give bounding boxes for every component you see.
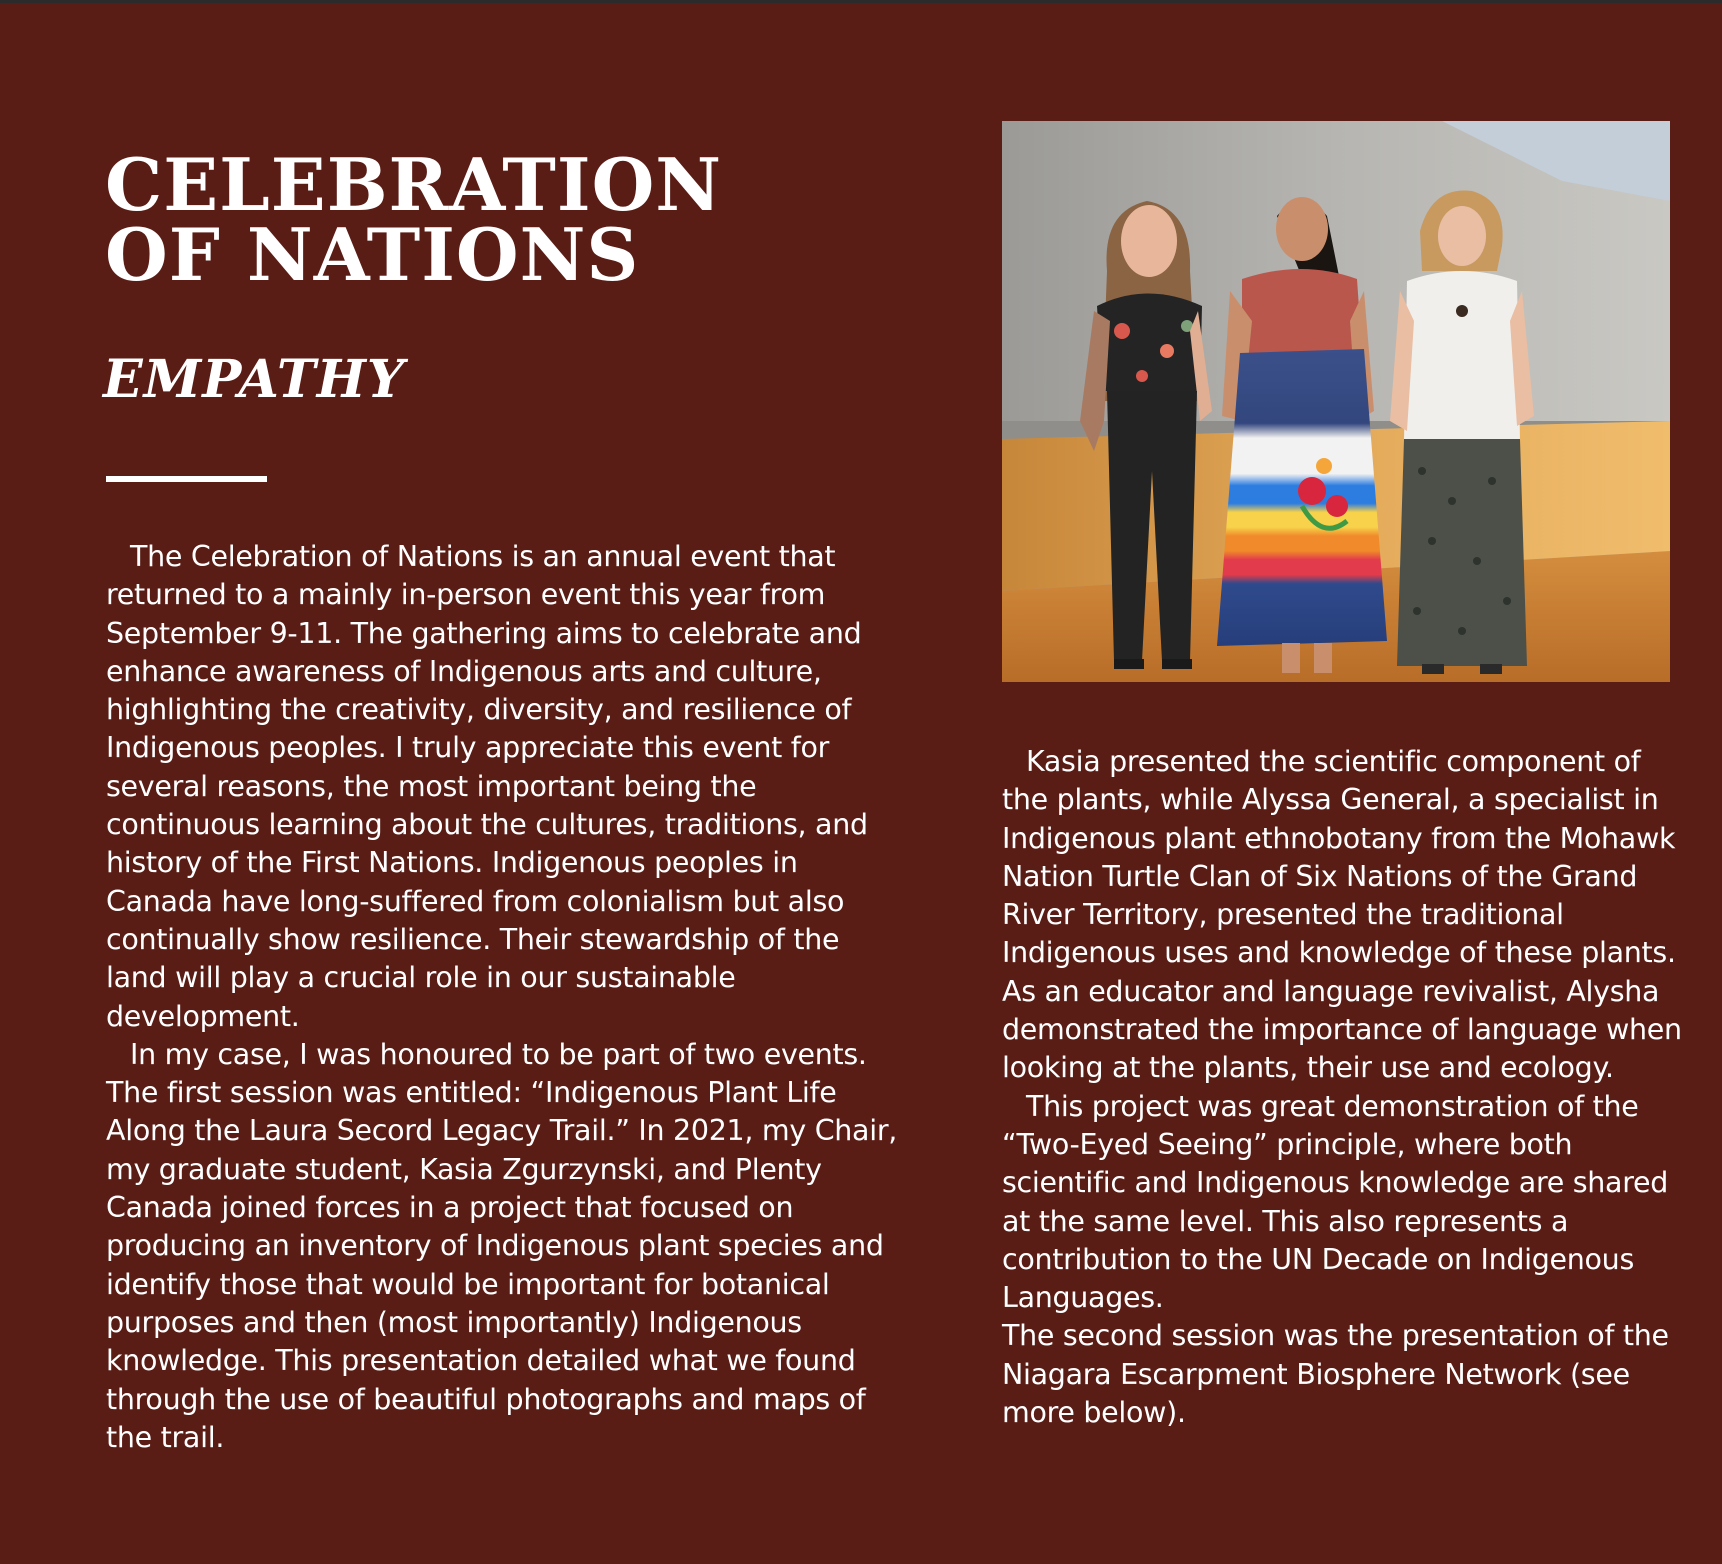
left-paragraph-2: In my case, I was honoured to be part of two events. The first session was entitled: “Indigenous Plant Life Along the Laura Secord Legacy Trail.” In 2021, my Chair, my graduate student, Kasia Zgurzynski, and Plenty Canada joined forces in a project that focused on producing an inventory of Indigenous plant species and identify those that would be important for botanical purposes and then (most importantly) Indigenous knowledge. This presentation detailed what we found through the use of beautiful photographs and maps of the trail.	[106, 1037, 898, 1454]
title-divider	[106, 476, 267, 482]
group-photo-icon	[1002, 121, 1670, 682]
left-paragraph-1: The Celebration of Nations is an annual event that returned to a mainly in-person event this year from September 9-11. The gathering aims to celebrate and enhance awareness of Indigenous arts and culture, highlighting the creativity, diversity, and resilience of Indigenous peoples. I truly appreciate this event for several reasons, the most important being the continuous learning about the cultures, traditions, and history of the First Nations. Indigenous peoples in Canada have long-suffered from colonialism but also continually show resilience. Their stewardship of the land will play a crucial role in our sustainable development.	[106, 540, 868, 1033]
top-border	[0, 0, 1722, 3]
section-subtitle: EMPATHY	[103, 349, 405, 410]
event-photo	[1002, 121, 1670, 682]
right-paragraph-3: The second session was the presentation of the Niagara Escarpment Biosphere Network (see more below).	[1002, 1319, 1669, 1430]
right-paragraph-2: This project was great demonstration of the “Two-Eyed Seeing” principle, where both scientific and Indigenous knowledge are shared at the same level. This also represents a contribution to the UN Decade on Indigenous Languages.	[1002, 1089, 1669, 1315]
page-title: CELEBRATION OF NATIONS	[105, 142, 723, 297]
right-column-text	[1002, 743, 1682, 1432]
left-column-text	[106, 538, 906, 1457]
right-paragraph-1: Kasia presented the scientific component of the plants, while Alyssa General, a specialist in Indigenous plant ethnobotany from the Mohawk Nation Turtle Clan of Six Nations of the Grand River Territory, presented the traditional Indigenous uses and knowledge of these plants. As an educator and language revivalist, Alysha demonstrated the importance of language when looking at the plants, their use and ecology.	[1002, 745, 1682, 1085]
